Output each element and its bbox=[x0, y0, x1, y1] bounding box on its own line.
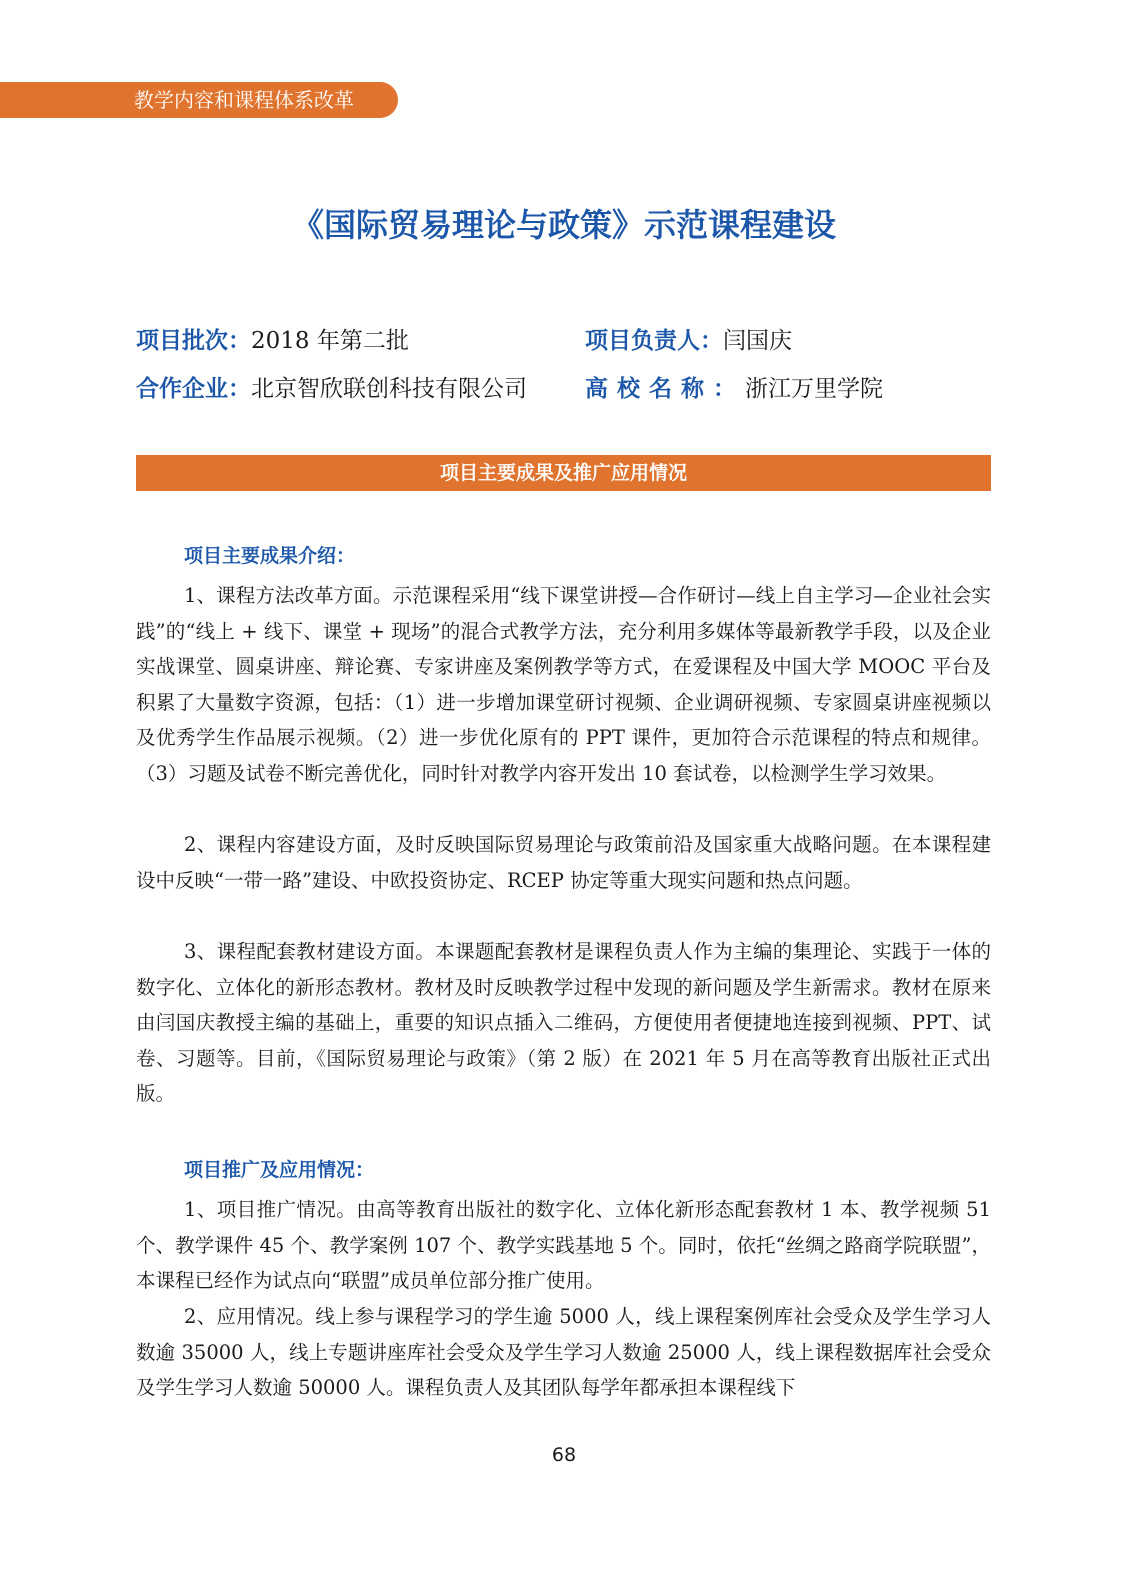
company-value: 北京智欣联创科技有限公司 bbox=[251, 376, 527, 402]
leader-label: 项目负责人： bbox=[585, 328, 723, 354]
achievement-paragraph-1: 1、课程方法改革方面。示范课程采用“线下课堂讲授—合作研讨—线上自主学习—企业社会实践”的“线上 + 线下、课堂 + 现场”的混合式教学方法，充分利用多媒体等最新教学手段，以及企业实战课堂、圆桌讲座、辩论赛、专家讲座及案例教学等方式，在爱课程及中国大学 MOOC 平台及积累了大量数字资源，包括：（1）进一步增加课堂研讨视频、企业调研视频、专家圆桌讲座视频以及优秀学生作品展示视频。（2）进一步优化原有的 PPT 课件，更加符合示范课程的特点和规律。（3）习题及试卷不断完善优化，同时针对教学内容开发出 10 套试卷，以检测学生学习效果。 bbox=[136, 584, 991, 785]
achievements-heading: 项目主要成果介绍： bbox=[184, 545, 356, 567]
results-banner: 项目主要成果及推广应用情况 bbox=[136, 455, 991, 491]
page-title: 《国际贸易理论与政策》示范课程建设 bbox=[291, 206, 836, 244]
meta-row-batch bbox=[136, 322, 996, 356]
achievement-paragraph-3: 3、课程配套教材建设方面。本课题配套教材是课程负责人作为主编的集理论、实践于一体的数字化、立体化的新形态教材。教材及时反映教学过程中发现的新问题及学生新需求。教材在原来由闫国庆教授主编的基础上，重要的知识点插入二维码，方便使用者便捷地连接到视频、PPT、试卷、习题等。目前，《国际贸易理论与政策》（第 2 版）在 2021 年 5 月在高等教育出版社正式出版。 bbox=[136, 940, 991, 1105]
page-number: 68 bbox=[551, 1444, 577, 1466]
promotion-paragraph-2: 2、应用情况。线上参与课程学习的学生逾 5000 人，线上课程案例库社会受众及学生学习人数逾 35000 人，线上专题讲座库社会受众及学生学习人数逾 25000 人，线上课程数据库社会受众及学生学习人数逾 50000 人。课程负责人及其团队每学年都承担本课程线下 bbox=[136, 1305, 991, 1399]
achievement-paragraph-2: 2、课程内容建设方面，及时反映国际贸易理论与政策前沿及国家重大战略问题。在本课程建设中反映“一带一路”建设、中欧投资协定、RCEP 协定等重大现实问题和热点问题。 bbox=[136, 833, 991, 892]
batch-label: 项目批次： bbox=[136, 328, 251, 354]
promotion-paragraph-1: 1、项目推广情况。由高等教育出版社的数字化、立体化新形态配套教材 1 本、教学视频 51 个、教学课件 45 个、教学案例 107 个、教学实践基地 5 个。同时，依托“丝绸之路商学院联盟”，本课程已经作为试点向“联盟”成员单位部分推广使用。 bbox=[136, 1198, 991, 1292]
school-label: 高校名称： bbox=[585, 376, 745, 402]
batch-value: 2018 年第二批 bbox=[251, 328, 409, 354]
section-header-tab bbox=[0, 82, 398, 118]
section-label: 教学内容和课程体系改革 bbox=[134, 88, 354, 112]
promotion-heading: 项目推广及应用情况： bbox=[184, 1159, 375, 1181]
school-value: 浙江万里学院 bbox=[745, 376, 883, 402]
company-label: 合作企业： bbox=[136, 376, 251, 402]
leader-value: 闫国庆 bbox=[723, 328, 792, 354]
meta-row-company bbox=[136, 370, 996, 404]
